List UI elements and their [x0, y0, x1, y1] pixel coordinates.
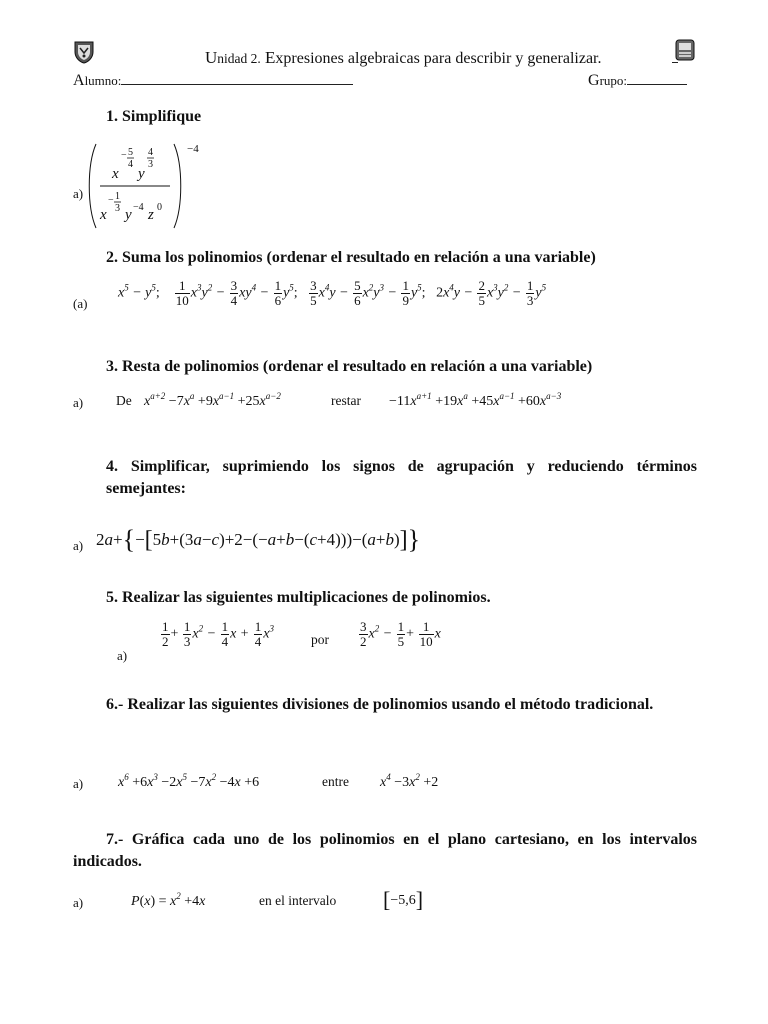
svg-text:−4: −4 — [133, 202, 144, 213]
section-1-expression — [86, 140, 199, 232]
section-5-factor-2: $\frac{3}{2}$ $x^2$ − $\frac{1}{5}$ + $\frac{1}{10}$ x — [360, 619, 441, 649]
section-1-heading: 1. Simplifique — [106, 108, 202, 125]
section-5-label: a) — [117, 648, 128, 663]
section-6-divisor: $x^4 -3x^2 +2$ — [380, 772, 439, 790]
section-4-label: a) — [73, 538, 84, 553]
svg-text:0: 0 — [157, 202, 162, 213]
svg-text:−: − — [121, 150, 127, 161]
section-3-restar: restar — [331, 393, 361, 408]
group-field: Grupo: — [588, 72, 687, 90]
header-rule-end — [672, 62, 678, 63]
section-3-minuend: $x^{a+2} -7x^a +9x^{a-1} +25x^{a-2}$ — [144, 391, 281, 409]
student-name-blank — [121, 73, 353, 85]
section-3-subtrahend: $-11x^{a+1} +19x^a +45x^{a-1} +60x^{a-3}$ — [389, 391, 562, 409]
svg-text:1: 1 — [115, 191, 120, 202]
svg-text:3: 3 — [115, 203, 120, 214]
section-1-label: a) — [73, 186, 84, 201]
svg-text:x: x — [100, 207, 107, 223]
section-2-polynomials: $x^5 - y^5$; $\frac{1}{10}$ $x^3y^2$ − $\frac{3}{4}$ $xy^4$ − $\frac{1}{6}$ $y^5$; $\frac{3}{5}$ $x^4y$ − $\frac{5}{6}$ $x^2y^3$ − $\frac{1}{9}$ $y^5$; $2x^4y$ − $\frac{2}{5}$ $x^3y^2$ − $\frac{1}{3}$ $y^5$ — [118, 278, 547, 308]
section-5-por: por — [311, 632, 329, 647]
svg-text:−: − — [108, 195, 114, 206]
section-7-interval-text: en el intervalo — [259, 893, 337, 908]
header-title: Unidad 2. Expresiones algebraicas para describir y generalizar. — [205, 48, 602, 67]
svg-text:4: 4 — [148, 147, 153, 158]
section-3-label: a) — [73, 395, 84, 410]
section-2-label: (a) — [73, 296, 88, 311]
svg-text:−4: −4 — [187, 143, 199, 155]
svg-text:x: x — [112, 166, 119, 182]
section-7-heading: 7.- Gráfica cada uno de los polinomios en el plano cartesiano, en los intervalos indicados. — [73, 831, 697, 870]
section-6-entre: entre — [322, 774, 349, 789]
section-7-polynomial: $P(x) = x^2 +4x$ — [131, 891, 206, 909]
section-7-interval: [−5,6] — [383, 887, 424, 912]
group-blank — [627, 73, 687, 85]
section-3-heading: 3. Resta de polinomios (ordenar el resultado en relación a una variable) — [106, 358, 593, 375]
section-7-label: a) — [73, 895, 84, 910]
svg-text:y: y — [138, 166, 145, 182]
section-4-expression: 2a+{−[5b+(3a−c)+2−(−a+b−(c+4)))−(a+b)]} — [96, 525, 421, 554]
svg-text:5: 5 — [128, 147, 133, 158]
unam-logo-icon — [73, 40, 95, 64]
section-6-heading: 6.- Realizar las siguientes divisiones de polinomios usando el método tradicional. — [106, 696, 654, 713]
section-2-heading: 2. Suma los polinomios (ordenar el resultado en relación a una variable) — [106, 249, 596, 266]
section-3-de: De — [116, 393, 132, 408]
section-6-dividend: $x^6 +6x^3 -2x^5 -7x^2 -4x +6$ — [118, 772, 260, 790]
svg-text:z: z — [148, 207, 154, 223]
section-6-label: a) — [73, 776, 84, 791]
svg-text:4: 4 — [128, 159, 133, 170]
section-5-factor-1: $\frac{1}{2}$ + $\frac{1}{3}$ $x^2$ − $\frac{1}{4}$ x + $\frac{1}{4}$ $x^3$ — [162, 619, 274, 649]
section-4-heading: 4. Simplificar, suprimiendo los signos de agrupación y reduciendo términos semejantes: — [106, 458, 697, 497]
section-5-heading: 5. Realizar las siguientes multiplicaciones de polinomios. — [106, 589, 491, 606]
svg-text:3: 3 — [148, 159, 153, 170]
student-name-field: Alumno: — [73, 72, 353, 90]
svg-text:y: y — [125, 207, 132, 223]
school-logo-icon — [674, 38, 696, 62]
